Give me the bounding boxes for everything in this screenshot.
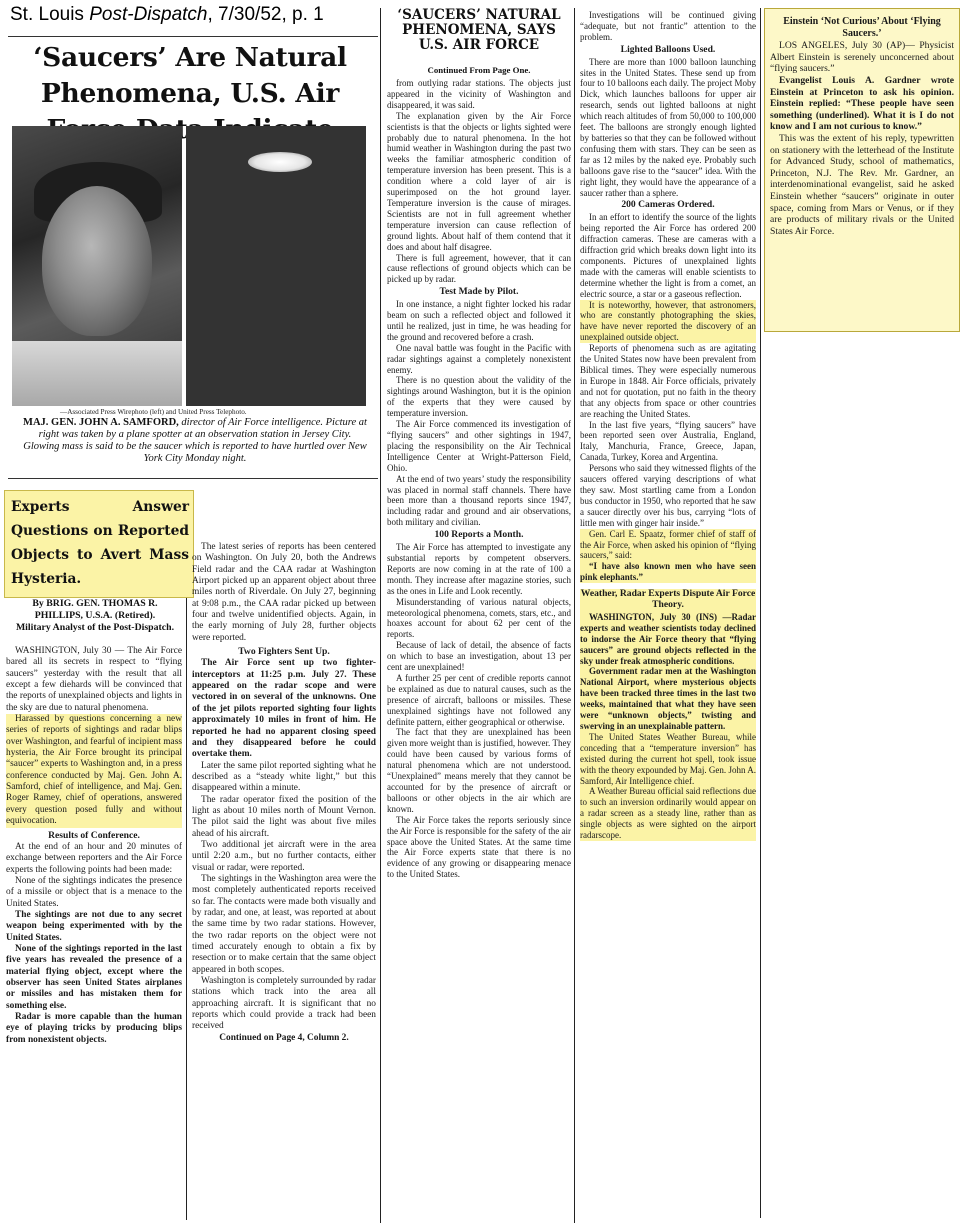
subhead: Results of Conference. — [48, 829, 140, 841]
einstein-headline: Einstein ‘Not Curious’ About ‘Flying Saucers.’ — [783, 16, 941, 39]
paragraph: Investigations will be continued giving “adequate, but not frantic” attention to the problem. — [580, 10, 756, 42]
weather-story — [580, 589, 756, 841]
paragraph: Reports of phenomena such as are agitating the United States now have been prevalent from Biblical times. They were especially numerous in Europe in 1848. Air Force officials, privately and not for quotation, put no faith in the theory that any objects from space or other countries are reaching the United States. — [580, 343, 756, 419]
sub-headline: Experts Answer Questions on Reported Objects to Avert Mass Hysteria. — [4, 490, 194, 598]
continued-from: Continued From Page One. — [427, 65, 531, 75]
photo-saucer — [186, 126, 366, 406]
byline-author: By BRIG. GEN. THOMAS R. PHILLIPS, U.S.A. (Retired). — [32, 598, 158, 621]
paragraph: The Air Force has attempted to investigate any substantial reports by competent observers. Reports are now coming in at the rate of 100 a month. They increase after magazine stories, such as the ones in Life and Look recently. — [387, 542, 571, 596]
subhead: 200 Cameras Ordered. — [621, 199, 715, 211]
divider — [8, 36, 378, 37]
caption-text: director of Air Force intelligence. Picture at right was taken by a plane spotter at an observation station in Jersey City. Glowing mass is said to be the saucer which is reported to have hurtled over New York City Monday night. — [23, 417, 367, 464]
paragraph: Misunderstanding of various natural objects, meteorological phenomena, comets, stars, etc., and hoaxes account for about 62 per cent of the reports. — [387, 596, 571, 640]
continuation-headline: ‘SAUCERS’ NATURAL PHENOMENA, SAYS U.S. AIR FORCE — [397, 7, 561, 53]
paragraph: At the end of two years’ study the responsibility was placed in normal staff channels. There have been more than a thousand reports since 1947, including radar and ground and air observations, both military and civilian. — [387, 473, 571, 528]
subhead: Test Made by Pilot. — [439, 286, 519, 298]
paragraph: At the end of an hour and 20 minutes of exchange between reporters and the Air Force experts the following points had been made: — [6, 841, 182, 875]
paragraph: LOS ANGELES, July 30 (AP)— Physicist Albert Einstein is serenely unconcerned about “flying saucers.” — [770, 40, 954, 75]
paragraph: This was the extent of his reply, typewritten on stationery with the letterhead of the Institute for Advanced Study, school of mathematics, Princeton, N.J. The Rev. Mr. Gardner, an interdenominational evangelist, said he asked Einstein whether “saucers” originate in outer space, coming from Mars or Venus, or if they are products of military rivals or the United States Air Force. — [770, 132, 954, 237]
paragraph: There are more than 1000 balloon launching sites in the United States. These send up from four to 10 balloons each daily. The project Moby Dick, which launches balloons for upper air research, sends out lighted balloons at night which reach altitudes of from 50,000 to 100,000 feet. The balloons are strongly enough lighted by batteries so that they can be followed without confusing them with stars. They can be seen as far as 12 miles by the naked eye. Probably such balloons gave rise to the “saucer” idea. With the right light, they would have the appearance of a saucer rather than a sphere. — [580, 56, 756, 198]
paragraph: In an effort to identify the source of the lights being reported the Air Force has ordered 200 diffraction cameras. These are cameras with a diffraction grid which breaks down light into its components. Pictures of unexplained lights made with the cameras will enable scientists to determine whether the light is from a comet, an electric source, a star or a gaseous reflection. — [580, 212, 756, 299]
paragraph: The fact that they are unexplained has been given more weight than is justified, however. They could have been caused by various forms of natural phenomena which are not understood. “Unexplained” means merely that they cannot be accounted for by the presence of aircraft or balloons or other objects in the air which are known. — [387, 727, 571, 814]
subhead: 100 Reports a Month. — [434, 529, 524, 541]
subhead: Weather, Radar Experts Dispute Air Force Theory. — [580, 588, 756, 611]
byline — [10, 598, 180, 634]
paragraph: There is full agreement, however, that it can cause reflections of ground objects which can be picked up by radar. — [387, 252, 571, 285]
photo-samford — [12, 126, 182, 406]
photo-credit: —Associated Press Wirephoto (left) and United Press Telephoto. — [60, 408, 247, 416]
citation — [10, 4, 324, 26]
paragraph: One naval battle was fought in the Pacific with radar sightings against a completely nonexistent enemy. — [387, 342, 571, 375]
paragraph: A Weather Bureau official said reflections due to such an inversion ordinarily would appear on a radar screen as a steady line, rather than as single objects as were sighted on the airport radarscope. — [580, 786, 756, 841]
column-4 — [580, 10, 756, 841]
paragraph: The explanation given by the Air Force scientists is that the objects or lights sighted were probably due to natural phenomena. In the hot humid weather in Washington during the past two weeks the familiar atmospheric condition of temperature inversion has been present. This is a condition where a cold layer of air is superimposed on the hot ground layer. Temperature inversion is the cause of mirages. Scientists are not in full agreement whether temperature inversion can cause reflection of ground lights. About half of them contend that it does and about half disagree. — [387, 110, 571, 252]
column-3 — [387, 78, 571, 880]
photo-caption — [20, 417, 370, 465]
paragraph: Two additional jet aircraft were in the area until 2:20 a.m., but no further contacts, either visual or radar, were reported. — [192, 839, 376, 873]
column-rule — [380, 8, 381, 1223]
paragraph: WASHINGTON, July 30 (INS) —Radar experts and weather scientists today declined to indorse the Air Force theory that “flying saucers” are ground objects reflected in the sky under freak atmospheric conditions. — [580, 611, 756, 666]
paragraph: “I have also known men who have seen pink elephants.” — [580, 561, 756, 583]
byline-title: Military Analyst of the Post-Dispatch. — [15, 622, 175, 633]
subhead: Lighted Balloons Used. — [620, 43, 716, 55]
paragraph: Washington is completely surrounded by radar stations which track into the area all approaching aircraft. It is significant that no reports which could provide a track had been received — [192, 976, 376, 1032]
paragraph: The latest series of reports has been centered on Washington. On July 20, both the Andrews Field radar and the CAA radar at Washington Airport picked up an apparent object about three miles north of Riverdale. On July 27, beginning at 9:08 p.m., the CAA radar picked up between four and twelve unidentified objects. Again, in the early morning of July 28, further objects were reported. — [192, 542, 376, 643]
paragraph: There is no question about the validity of the sightings around Washington, but it is the opinion of the experts that they were caused by temperature inversion. — [387, 375, 571, 419]
paragraph: from outlying radar stations. The objects just appeared in the vicinity of Washington and disappeared, it was said. — [387, 78, 571, 110]
paragraph: In one instance, a night fighter locked his radar beam on such a reflected object and followed it until he realized, just in time, he was heading for the ground and recovered before a crash. — [387, 299, 571, 342]
citation-paper: St. Louis — [10, 4, 90, 25]
paragraph: A further 25 per cent of credible reports cannot be explained as due to natural causes, such as the presence of aircraft, balloons or missiles. These unexplained sightings have not followed any definite pattern, either geographical or otherwise. — [387, 672, 571, 727]
paragraph: Gen. Carl E. Spaatz, former chief of staff of the Air Force, when asked his opinion of “flying saucers,” said: — [580, 528, 756, 561]
paragraph: Harassed by questions concerning a new series of reports of sightings and radar blips over Washington, and fearful of incipient mass hysteria, the Air Force brought its principal “saucer” experts to Washington and, in a press conference conducted by Maj. Gen. John A. Samford, chief of intelligence, and Maj. Gen. Roger Ramey, chief of operations, answered every question posed fully and without equivocation. — [6, 714, 182, 827]
paragraph: Radar is more capable than the human eye of playing tricks by producing blips from nonexistent objects. — [6, 1012, 182, 1045]
paragraph: The sightings are not due to any secret weapon being experimented with by the United States. — [6, 909, 182, 943]
paragraph: WASHINGTON, July 30 — The Air Force bared all its secrets in respect to “flying saucers” yesterday with the result that all except a few diehards will be convinced that the reports of unexplained objects and lights in the sky are due to natural phenomena. — [6, 646, 182, 713]
photo-face — [42, 186, 152, 336]
paragraph: The Air Force sent up two fighter-interceptors at 11:25 p.m. July 27. These appeared on the radar scope and were vectored in on several of the unknowns. One of the jet pilots reported sighting four lights approximately 10 miles in front of him. He reported he had no apparent closing speed and they disappeared before he could overtake them. — [192, 658, 376, 760]
paragraph: The radar operator fixed the position of the light as about 10 miles north of Mount Vernon. The pilot said the light was about five miles ahead of his aircraft. — [192, 794, 376, 839]
paragraph: The United States Weather Bureau, while conceding that a “temperature inversion” has existed during the current hot spell, took issue with the theory expounded by Maj. Gen. John A. Samford, Air Intelligence chief. — [580, 731, 756, 786]
page-headline: ‘Saucers’ Are Natural Phenomena, U.S. Air — [33, 42, 347, 109]
column-2 — [192, 542, 376, 1044]
caption-name: MAJ. GEN. JOHN A. SAMFORD, — [23, 417, 179, 428]
citation-date-page: , 7/30/52, p. 1 — [207, 4, 324, 25]
column-rule — [760, 8, 761, 1218]
column-rule — [186, 540, 187, 1220]
paragraph: The sightings in the Washington area were the most completely authenticated reports received so far. The contacts were made both visually and by radar, and one, at least, was reported at about the same time by two radar stations. However, the two radar reports on the object were not timed accurately enough to obtain a fix by resection or to make certain that the same object appeared in both scopes. — [192, 873, 376, 975]
paragraph: The Air Force takes the reports seriously since the Air Force is responsible for the safety of the air space above the United States. At the same time the Air Force experts state that there is no evidence of any growing or disappearing menace to the United States. — [387, 814, 571, 880]
paragraph: It is noteworthy, however, that astronomers, who are constantly photographing the skies, have have never reported the discovery of an unexplained outside object. — [580, 299, 756, 343]
column-1 — [6, 646, 182, 1046]
paragraph: Because of lack of detail, the absence of facts on which to base an investigation, about 13 per cent are unexplained! — [387, 640, 571, 673]
subhead: Two Fighters Sent Up. — [238, 646, 330, 658]
column-5 — [770, 14, 954, 237]
paragraph: None of the sightings indicates the presence of a missile or object that is a menace to the United States. — [6, 875, 182, 909]
continued-footer: Continued on Page 4, Column 2. — [219, 1032, 349, 1043]
paragraph: Persons who said they witnessed flights of the saucers offered varying descriptions of what they saw. Most startling came from a London bus conductor in 1950, who reported that he saw a saucer directly over his bus, carrying “lots of little men with ginger hair inside.” — [580, 463, 756, 528]
photo-shirt — [12, 341, 182, 406]
citation-paper-italic: Post-Dispatch — [89, 4, 208, 25]
column-rule — [574, 8, 575, 1223]
paragraph: In the last five years, “flying saucers” have been reported seen over Australia, England, Italy, Manchuria, France, Greece, Japan, Canada, Turkey, Korea and Argentina. — [580, 419, 756, 463]
paragraph: Later the same pilot reported sighting what he described as a “steady white light,” but this disappeared within a minute. — [192, 760, 376, 794]
paragraph: Evangelist Louis A. Gardner wrote Einstein at Princeton to ask his opinion. Einstein replied: “These people have seen something (underlined). What it is I do not know and I am not curious to know.” — [770, 74, 954, 133]
paragraph: None of the sightings reported in the last five years has revealed the presence of a material flying object, except where the observer has seen United States airplanes or missiles and has mistaken them for something else. — [6, 943, 182, 1011]
glowing-saucer — [248, 152, 312, 172]
paragraph: The Air Force commenced its investigation of “flying saucers” and other sightings in 1947, placing the responsibility on the Air Technical Intelligence Center at Wright-Patterson Field, Ohio. — [387, 419, 571, 473]
paragraph: Government radar men at the Washington National Airport, where mysterious objects have been tracked three times in the last two weeks, maintained that what they have seen were “unknown objects,” twisting and swerving in an unexplainable pattern. — [580, 666, 756, 731]
divider — [8, 478, 378, 479]
